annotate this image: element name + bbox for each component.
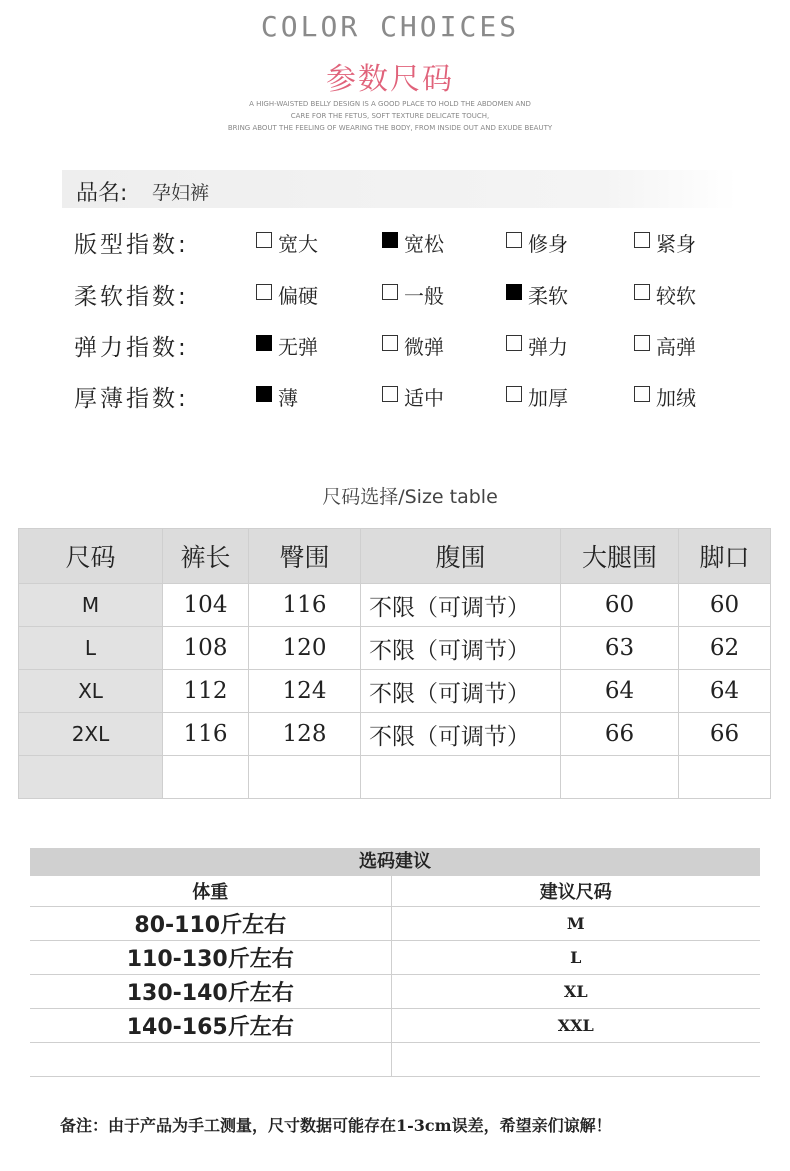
header-cell: 腹围 xyxy=(361,529,561,584)
checkbox-icon[interactable] xyxy=(634,386,650,402)
option-label: 较软 xyxy=(656,284,696,308)
size-table-title: 尺码选择/Size table xyxy=(322,486,498,508)
waist-cell: 不限（可调节） xyxy=(361,627,561,670)
checkbox-icon[interactable] xyxy=(634,335,650,351)
option-label: 宽松 xyxy=(404,232,444,256)
waist-cell: 不限（可调节） xyxy=(361,670,561,713)
thigh-cell: 64 xyxy=(561,670,679,713)
product-name-label: 品名: xyxy=(76,181,128,206)
header-cell: 尺码 xyxy=(19,529,163,584)
index-label: 弹力指数: xyxy=(74,335,189,361)
checkbox-icon[interactable] xyxy=(256,284,272,300)
waist-cell: 不限（可调节） xyxy=(361,584,561,627)
checked-checkbox-icon[interactable] xyxy=(256,335,272,351)
header-title-cn: 参数尺码 xyxy=(326,62,454,97)
thickness-index-row xyxy=(74,380,754,410)
length-cell: 116 xyxy=(163,713,249,756)
option-label: 修身 xyxy=(528,232,568,256)
header-cell: 脚口 xyxy=(679,529,771,584)
table-row xyxy=(19,713,771,756)
hip-cell: 128 xyxy=(249,713,361,756)
waist-cell xyxy=(361,756,561,799)
option-label: 柔软 xyxy=(528,284,568,308)
checkbox-icon[interactable] xyxy=(634,284,650,300)
hip-cell: 120 xyxy=(249,627,361,670)
recommendation-title: 选码建议 xyxy=(30,848,760,876)
length-cell xyxy=(163,756,249,799)
header-title-en: COLOR CHOICES xyxy=(260,10,520,43)
header-cell: 臀围 xyxy=(249,529,361,584)
thigh-cell: 60 xyxy=(561,584,679,627)
table-row-empty xyxy=(30,1043,760,1077)
checked-checkbox-icon[interactable] xyxy=(256,386,272,402)
hem-cell: 64 xyxy=(679,670,771,713)
option-label: 无弹 xyxy=(278,335,318,359)
hip-cell xyxy=(249,756,361,799)
size-cell: 2XL xyxy=(19,713,163,756)
checkbox-icon[interactable] xyxy=(634,232,650,248)
checkbox-icon[interactable] xyxy=(506,232,522,248)
option-label: 宽大 xyxy=(278,232,318,256)
option-label: 偏硬 xyxy=(278,284,318,308)
table-row xyxy=(19,584,771,627)
header-cell: 大腿围 xyxy=(561,529,679,584)
header-cell: 裤长 xyxy=(163,529,249,584)
size-cell: L xyxy=(19,627,163,670)
size-cell: XXL xyxy=(391,1009,760,1043)
weight-cell: 130-140斤左右 xyxy=(30,975,391,1009)
hem-cell xyxy=(679,756,771,799)
desc-line: BRING ABOUT THE FEELING OF WEARING THE BODY, FROM INSIDE OUT AND EXUDE BEAUTY xyxy=(227,124,553,132)
footnote: 备注：由于产品为手工测量，尺寸数据可能存在1-3cm误差，希望亲们谅解！ xyxy=(60,1116,612,1135)
option-label: 紧身 xyxy=(656,232,696,256)
product-name-bar xyxy=(62,170,737,208)
length-cell: 104 xyxy=(163,584,249,627)
elasticity-index-row xyxy=(74,329,754,359)
fit-index-row xyxy=(74,226,754,256)
option-label: 适中 xyxy=(404,386,444,410)
index-label: 柔软指数: xyxy=(74,284,189,310)
option-label: 弹力 xyxy=(528,335,568,359)
checked-checkbox-icon[interactable] xyxy=(506,284,522,300)
index-label: 版型指数: xyxy=(74,232,189,258)
index-label: 厚薄指数: xyxy=(74,386,189,412)
hem-cell: 62 xyxy=(679,627,771,670)
checkbox-icon[interactable] xyxy=(506,386,522,402)
size-cell: XL xyxy=(391,975,760,1009)
recommendation-section xyxy=(30,848,760,1077)
table-row xyxy=(30,975,760,1009)
option-label: 微弹 xyxy=(404,335,444,359)
size-cell xyxy=(19,756,163,799)
weight-cell xyxy=(30,1043,391,1077)
weight-cell: 110-130斤左右 xyxy=(30,941,391,975)
recommendation-header xyxy=(30,876,760,907)
table-row xyxy=(30,941,760,975)
size-table xyxy=(18,528,771,799)
weight-cell: 140-165斤左右 xyxy=(30,1009,391,1043)
hip-cell: 124 xyxy=(249,670,361,713)
size-cell: M xyxy=(391,907,760,941)
checkbox-icon[interactable] xyxy=(506,335,522,351)
size-cell: M xyxy=(19,584,163,627)
option-label: 加绒 xyxy=(656,386,696,410)
recommendation-table xyxy=(30,876,760,1077)
desc-line: CARE FOR THE FETUS, SOFT TEXTURE DELICATE TOUCH, xyxy=(290,112,490,120)
hip-cell: 116 xyxy=(249,584,361,627)
table-row xyxy=(19,627,771,670)
hem-cell: 60 xyxy=(679,584,771,627)
length-cell: 108 xyxy=(163,627,249,670)
option-label: 加厚 xyxy=(528,386,568,410)
header-description xyxy=(0,98,780,134)
table-row-empty xyxy=(19,756,771,799)
thigh-cell: 66 xyxy=(561,713,679,756)
table-row xyxy=(30,1009,760,1043)
weight-cell: 80-110斤左右 xyxy=(30,907,391,941)
checked-checkbox-icon[interactable] xyxy=(382,232,398,248)
option-label: 薄 xyxy=(278,386,298,410)
checkbox-icon[interactable] xyxy=(382,386,398,402)
table-row xyxy=(19,670,771,713)
checkbox-icon[interactable] xyxy=(256,232,272,248)
size-cell: XL xyxy=(19,670,163,713)
size-cell xyxy=(391,1043,760,1077)
table-row xyxy=(30,907,760,941)
checkbox-icon[interactable] xyxy=(382,335,398,351)
size-header: 建议尺码 xyxy=(391,876,760,907)
hem-cell: 66 xyxy=(679,713,771,756)
softness-index-row xyxy=(74,278,754,308)
option-label: 高弹 xyxy=(656,335,696,359)
length-cell: 112 xyxy=(163,670,249,713)
size-table-header xyxy=(19,529,771,584)
desc-line: A HIGH-WAISTED BELLY DESIGN IS A GOOD PLACE TO HOLD THE ABDOMEN AND xyxy=(249,100,531,108)
thigh-cell: 63 xyxy=(561,627,679,670)
option-label: 一般 xyxy=(404,284,444,308)
thigh-cell xyxy=(561,756,679,799)
checkbox-icon[interactable] xyxy=(382,284,398,300)
size-cell: L xyxy=(391,941,760,975)
waist-cell: 不限（可调节） xyxy=(361,713,561,756)
product-name-value: 孕妇裤 xyxy=(152,182,210,204)
weight-header: 体重 xyxy=(30,876,391,907)
